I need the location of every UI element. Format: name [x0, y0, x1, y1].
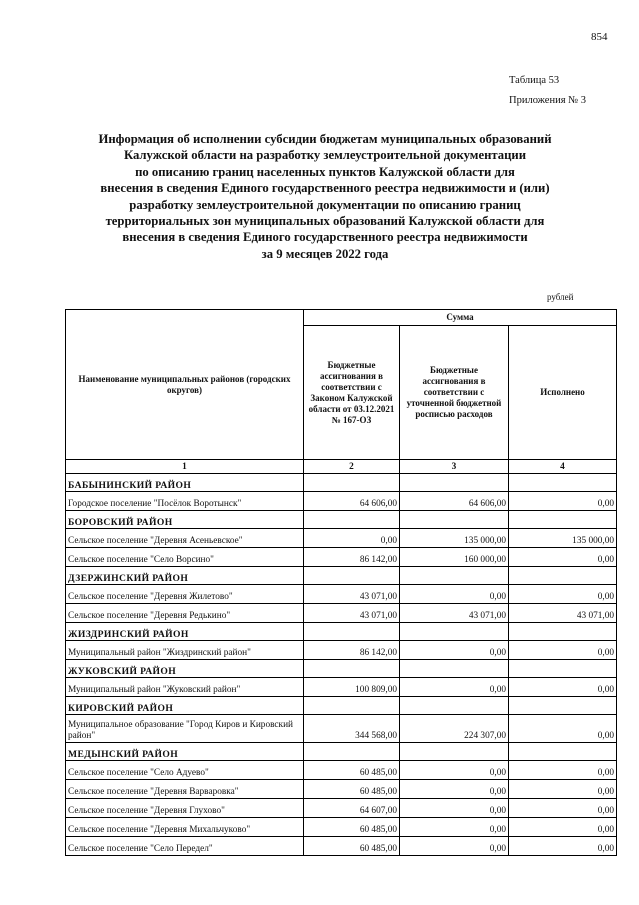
district-row: [66, 743, 617, 761]
empty-cell: [400, 743, 509, 761]
title-line: за 9 месяцев 2022 года: [261, 246, 389, 261]
empty-cell: [400, 660, 509, 678]
empty-cell: [509, 743, 617, 761]
value-assigned: 60 485,00: [304, 818, 400, 837]
value-revised: 43 071,00: [400, 604, 509, 623]
district-row: [66, 511, 617, 529]
value-executed: 0,00: [509, 492, 617, 511]
value-assigned: 43 071,00: [304, 585, 400, 604]
empty-cell: [304, 743, 400, 761]
row-name: Сельское поселение "Село Передел": [66, 837, 304, 856]
row-name: Городское поселение "Посёлок Воротынск": [66, 492, 304, 511]
title-line: по описанию границ населенных пунктов Калужской области для: [135, 164, 515, 179]
value-revised: 0,00: [400, 641, 509, 660]
empty-cell: [304, 474, 400, 492]
title-line: внесения в сведения Единого государственного реестра недвижимости и (или): [100, 181, 550, 196]
row-name: Муниципальное образование "Город Киров и Кировский район": [66, 715, 304, 743]
empty-cell: [509, 567, 617, 585]
header-num-4: 4: [509, 460, 617, 474]
value-executed: 0,00: [509, 641, 617, 660]
value-revised: 135 000,00: [400, 529, 509, 548]
value-assigned: 86 142,00: [304, 641, 400, 660]
table-row: [66, 715, 617, 743]
value-assigned: 64 607,00: [304, 799, 400, 818]
subsidy-table: [65, 309, 617, 856]
value-revised: 224 307,00: [400, 715, 509, 743]
header-col3: Бюджетные ассигнования в соответствии с уточненной бюджетной росписью расходов: [400, 326, 509, 460]
value-revised: 64 606,00: [400, 492, 509, 511]
district-name: БАБЫНИНСКИЙ РАЙОН: [66, 474, 304, 492]
value-revised: 0,00: [400, 585, 509, 604]
empty-cell: [304, 660, 400, 678]
row-name: Муниципальный район "Жуковский район": [66, 678, 304, 697]
empty-cell: [400, 474, 509, 492]
table-row: [66, 837, 617, 856]
row-name: Сельское поселение "Село Адуево": [66, 761, 304, 780]
value-executed: 0,00: [509, 715, 617, 743]
district-row: [66, 697, 617, 715]
empty-cell: [509, 474, 617, 492]
district-name: ДЗЕРЖИНСКИЙ РАЙОН: [66, 567, 304, 585]
row-name: Сельское поселение "Деревня Глухово": [66, 799, 304, 818]
title-line: разработку землеустроительной документации по описанию границ: [129, 197, 521, 212]
empty-cell: [509, 697, 617, 715]
empty-cell: [400, 511, 509, 529]
table-row: [66, 799, 617, 818]
district-name: БОРОВСКИЙ РАЙОН: [66, 511, 304, 529]
row-name: Сельское поселение "Деревня Жилетово": [66, 585, 304, 604]
header-num-2: 2: [304, 460, 400, 474]
empty-cell: [304, 511, 400, 529]
value-executed: 135 000,00: [509, 529, 617, 548]
value-executed: 0,00: [509, 799, 617, 818]
value-executed: 0,00: [509, 585, 617, 604]
value-executed: 0,00: [509, 678, 617, 697]
document-title: [60, 131, 590, 262]
value-executed: 0,00: [509, 818, 617, 837]
header-col4: Исполнено: [509, 326, 617, 460]
value-revised: 0,00: [400, 799, 509, 818]
title-line: Калужской области на разработку землеустроительной документации: [123, 148, 527, 163]
table-row: [66, 604, 617, 623]
row-name: Сельское поселение "Деревня Редькино": [66, 604, 304, 623]
title-line: внесения в сведения Единого государственного реестра недвижимости: [122, 230, 528, 245]
value-assigned: 0,00: [304, 529, 400, 548]
page-number: 854: [591, 31, 608, 43]
header-sum: Сумма: [304, 310, 617, 326]
value-assigned: 43 071,00: [304, 604, 400, 623]
header-col2: Бюджетные ассигнования в соответствии с Законом Калужской области от 03.12.2021 № 167-ОЗ: [304, 326, 400, 460]
empty-cell: [509, 660, 617, 678]
value-executed: 43 071,00: [509, 604, 617, 623]
table-row: [66, 548, 617, 567]
units-label: рублей: [547, 292, 574, 302]
appendix-reference: Приложения № 3: [509, 95, 587, 106]
value-executed: 0,00: [509, 548, 617, 567]
value-revised: 0,00: [400, 761, 509, 780]
district-row: [66, 474, 617, 492]
title-line: Информация об исполнении субсидии бюджетам муниципальных образований: [98, 132, 552, 146]
table-row: [66, 585, 617, 604]
empty-cell: [304, 623, 400, 641]
table-row: [66, 529, 617, 548]
value-executed: 0,00: [509, 761, 617, 780]
empty-cell: [304, 697, 400, 715]
table-row: [66, 818, 617, 837]
empty-cell: [304, 567, 400, 585]
header-num-1: 1: [66, 460, 304, 474]
row-name: Сельское поселение "Деревня Варваровка": [66, 780, 304, 799]
value-revised: 0,00: [400, 837, 509, 856]
value-executed: 0,00: [509, 780, 617, 799]
value-assigned: 60 485,00: [304, 837, 400, 856]
empty-cell: [400, 623, 509, 641]
district-row: [66, 623, 617, 641]
table-row: [66, 678, 617, 697]
value-revised: 0,00: [400, 818, 509, 837]
value-assigned: 100 809,00: [304, 678, 400, 697]
value-assigned: 86 142,00: [304, 548, 400, 567]
value-assigned: 60 485,00: [304, 780, 400, 799]
value-executed: 0,00: [509, 837, 617, 856]
table-row: [66, 761, 617, 780]
value-revised: 0,00: [400, 678, 509, 697]
value-assigned: 344 568,00: [304, 715, 400, 743]
table-row: [66, 780, 617, 799]
district-name: ЖИЗДРИНСКИЙ РАЙОН: [66, 623, 304, 641]
district-row: [66, 660, 617, 678]
header-name: Наименование муниципальных районов (городских округов): [66, 310, 304, 460]
value-assigned: 60 485,00: [304, 761, 400, 780]
value-revised: 0,00: [400, 780, 509, 799]
row-name: Сельское поселение "Деревня Асеньевское": [66, 529, 304, 548]
value-revised: 160 000,00: [400, 548, 509, 567]
row-name: Сельское поселение "Деревня Михальчуково": [66, 818, 304, 837]
value-assigned: 64 606,00: [304, 492, 400, 511]
empty-cell: [400, 567, 509, 585]
header-num-3: 3: [400, 460, 509, 474]
table-row: [66, 492, 617, 511]
district-name: КИРОВСКИЙ РАЙОН: [66, 697, 304, 715]
empty-cell: [509, 511, 617, 529]
district-name: ЖУКОВСКИЙ РАЙОН: [66, 660, 304, 678]
row-name: Муниципальный район "Жиздринский район": [66, 641, 304, 660]
district-name: МЕДЫНСКИЙ РАЙОН: [66, 743, 304, 761]
table-row: [66, 641, 617, 660]
district-row: [66, 567, 617, 585]
row-name: Сельское поселение "Село Ворсино": [66, 548, 304, 567]
table-reference: Таблица 53: [509, 75, 560, 86]
title-line: территориальных зон муниципальных образований Калужской области для: [105, 214, 545, 229]
empty-cell: [400, 697, 509, 715]
empty-cell: [509, 623, 617, 641]
